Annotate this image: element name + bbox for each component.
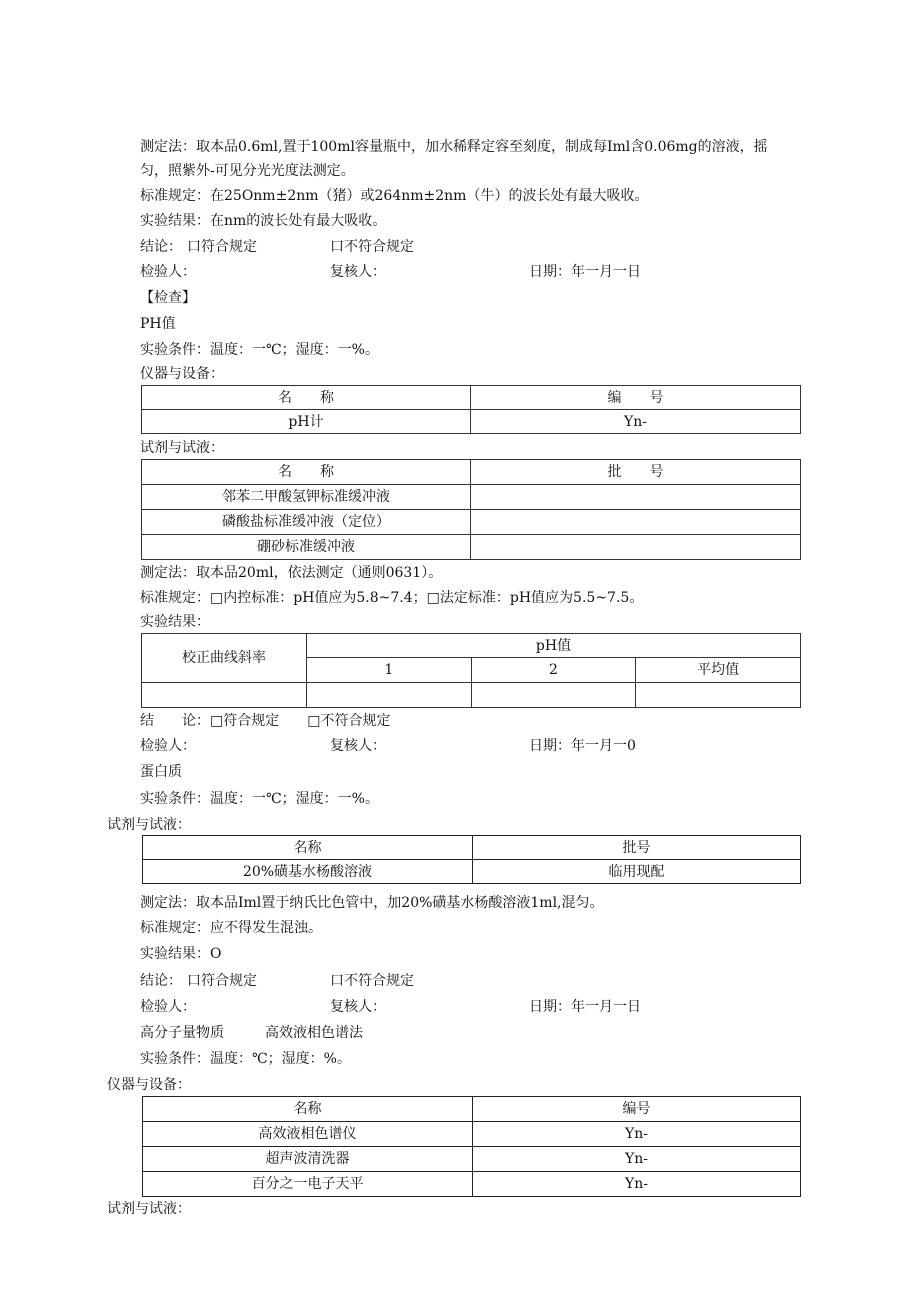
reagent-name: 邻苯二甲酸氢钾标准缓冲液: [142, 485, 471, 510]
method-text-line2: 匀，照紫外-可见分光光度法测定。: [140, 163, 355, 179]
protein-conditions: 实验条件：温度：一℃；湿度：一%。: [140, 791, 379, 807]
protein-reagents-table: [142, 835, 801, 884]
reagent-batch[interactable]: [471, 510, 801, 535]
conform-checkbox[interactable]: 口符合规定: [187, 239, 257, 255]
ph-sub-header-2: 2: [471, 658, 636, 683]
check-section-header: 【检查】: [140, 290, 196, 306]
table-header-name: 名称: [143, 836, 473, 860]
inspector-label: 检验人：: [140, 264, 196, 280]
hmw-reagents-label: 试剂与试液：: [107, 1201, 191, 1217]
inspector-label: 检验人：: [140, 999, 196, 1015]
protein-reagents-label: 试剂与试液：: [107, 817, 191, 833]
reagent-batch: 临用现配: [473, 860, 801, 884]
table-header-number: 编号: [473, 1097, 801, 1122]
result-text: 实验结果：在nm的波长处有最大吸收。: [140, 213, 387, 229]
ph-average-cell[interactable]: [636, 683, 801, 708]
ph-value-1-cell[interactable]: [307, 683, 472, 708]
protein-title: 蛋白质: [140, 764, 182, 780]
table-row: [143, 1172, 801, 1197]
ph-sub-header-average: 平均值: [636, 658, 801, 683]
reviewer-label: 复核人：: [330, 738, 386, 754]
standard-text: 标准规定：在25Onm±2nm（猪）或264nm±2nm（牛）的波长处有最大吸收。: [140, 188, 649, 204]
table-row: [143, 1122, 801, 1147]
table-header-batch: 批号: [473, 836, 801, 860]
hmw-conditions: 实验条件：温度：℃；湿度：%。: [140, 1051, 351, 1067]
reagent-name: 磷酸盐标准缓冲液（定位）: [142, 510, 471, 535]
ph-value-header: pH值: [307, 634, 801, 658]
reviewer-label: 复核人：: [330, 264, 386, 280]
table-header-name: 名称: [143, 1097, 473, 1122]
table-header-batch: 批 号: [471, 460, 801, 485]
protein-standard: 标准规定：应不得发生混浊。: [140, 920, 322, 936]
hmw-title: 高分子量物质: [140, 1025, 224, 1041]
ph-reagents-label: 试剂与试液：: [140, 440, 224, 456]
instrument-number: Yn-: [473, 1147, 801, 1172]
instrument-number: Yn-: [473, 1172, 801, 1197]
table-row: [142, 410, 801, 434]
conclusion-label: 结论：: [140, 239, 182, 255]
table-header-name: 名 称: [142, 386, 471, 410]
slope-header: 校正曲线斜率: [142, 634, 307, 683]
instrument-name: 高效液相色谱仪: [143, 1122, 473, 1147]
date-label: 日期：年一月一0: [529, 738, 636, 754]
ph-sub-header-1: 1: [307, 658, 472, 683]
ph-result-table: [141, 633, 801, 708]
inspector-label: 检验人：: [140, 738, 196, 754]
nonconform-checkbox[interactable]: 口不符合规定: [330, 973, 414, 989]
ph-result-label: 实验结果：: [140, 614, 210, 630]
date-label: 日期：年一月一日: [529, 264, 641, 280]
ph-method: 测定法：取本品20ml，依法测定（通则0631）。: [140, 565, 443, 581]
hmw-instruments-label: 仪器与设备：: [107, 1077, 191, 1093]
instrument-name: 百分之一电子天平: [143, 1172, 473, 1197]
instrument-name: pH计: [142, 410, 471, 434]
instrument-number: Yn-: [471, 410, 801, 434]
table-row: [143, 860, 801, 884]
table-header-number: 编 号: [471, 386, 801, 410]
slope-value-cell[interactable]: [142, 683, 307, 708]
table-header-name: 名 称: [142, 460, 471, 485]
table-row: [142, 535, 801, 560]
ph-title: PH值: [140, 316, 176, 332]
reagent-batch[interactable]: [471, 485, 801, 510]
nonconform-checkbox[interactable]: 口不符合规定: [330, 239, 414, 255]
table-row: [142, 683, 801, 708]
ph-instruments-table: [141, 385, 801, 434]
table-row: [143, 1147, 801, 1172]
ph-instruments-label: 仪器与设备：: [140, 366, 224, 382]
protein-result: 实验结果：O: [140, 946, 222, 962]
date-label: 日期：年一月一日: [529, 999, 641, 1015]
reagent-batch[interactable]: [471, 535, 801, 560]
reviewer-label: 复核人：: [330, 999, 386, 1015]
reagent-name: 硼砂标准缓冲液: [142, 535, 471, 560]
conclusion-label: 结论：: [140, 973, 182, 989]
instrument-name: 超声波清洗器: [143, 1147, 473, 1172]
ph-conclusion[interactable]: 结 论：□符合规定 □不符合规定: [140, 713, 391, 729]
hmw-instruments-table: [142, 1096, 801, 1197]
protein-method: 测定法：取本品Iml置于纳氏比色管中，加20%磺基水杨酸溶液1ml,混匀。: [140, 895, 604, 911]
ph-value-2-cell[interactable]: [471, 683, 636, 708]
method-text-line1: 测定法：取本品0.6ml,置于100ml容量瓶中，加水稀释定容至刻度，制成每Iml含0.06mg的溶液，摇: [140, 139, 768, 155]
ph-standard: 标准规定：□内控标准：pH值应为5.8~7.4；□法定标准：pH值应为5.5~7.5。: [140, 590, 644, 606]
conform-checkbox[interactable]: 口符合规定: [187, 973, 257, 989]
hmw-method-name: 高效液相色谱法: [265, 1025, 363, 1041]
instrument-number: Yn-: [473, 1122, 801, 1147]
ph-reagents-table: [141, 459, 801, 560]
ph-conditions: 实验条件：温度：一℃；湿度：一%。: [140, 342, 379, 358]
table-row: [142, 510, 801, 535]
table-row: [142, 485, 801, 510]
reagent-name: 20%磺基水杨酸溶液: [143, 860, 473, 884]
